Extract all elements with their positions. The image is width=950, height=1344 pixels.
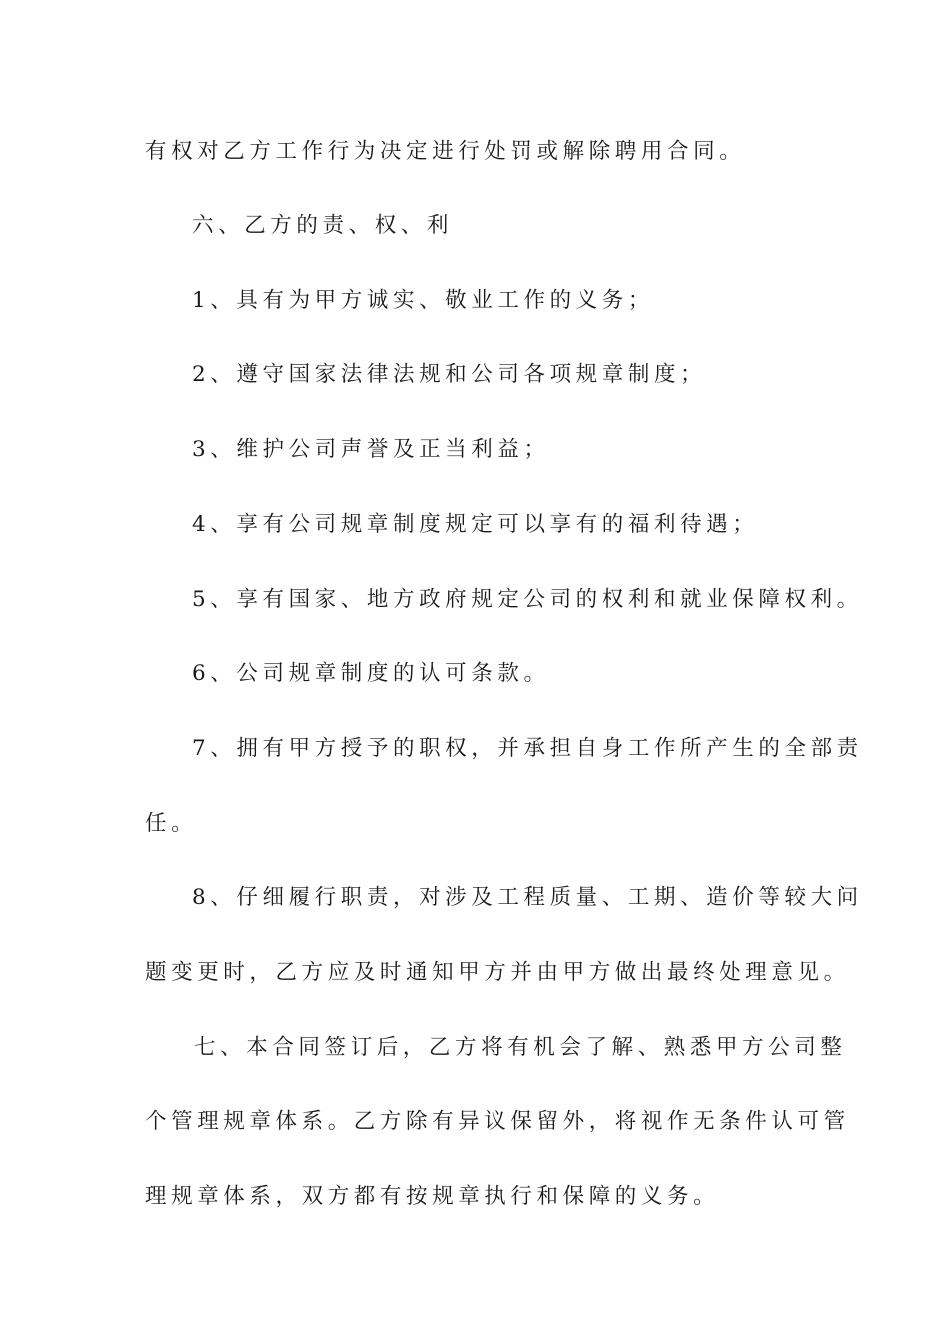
section-seven-line-1: 七、本合同签订后，乙方将有机会了解、熟悉甲方公司整 (194, 1035, 847, 1060)
section-seven-line-3: 理规章体系，双方都有按规章执行和保障的义务。 (145, 1184, 720, 1209)
list-item-1: 1、具有为甲方诚实、敬业工作的义务； (192, 288, 654, 313)
list-item-6: 6、公司规章制度的认可条款。 (192, 661, 550, 686)
list-item-7: 7、拥有甲方授予的职权，并承担自身工作所产生的全部责 (192, 736, 863, 761)
list-item-3: 3、维护公司声誉及正当利益； (192, 437, 550, 462)
list-item-4: 4、享有公司规章制度规定可以享有的福利待遇； (192, 512, 759, 537)
section-heading-six: 六、乙方的责、权、利 (192, 213, 454, 238)
list-item-2: 2、遵守国家法律法规和公司各项规章制度； (192, 362, 707, 387)
paragraph-line-1: 有权对乙方工作行为决定进行处罚或解除聘用合同。 (145, 139, 746, 164)
section-seven-line-2: 个管理规章体系。乙方除有异议保留外，将视作无条件认可管 (145, 1109, 850, 1134)
list-item-7-continued: 任。 (145, 811, 198, 836)
list-item-8-continued: 题变更时，乙方应及时通知甲方并由甲方做出最终处理意见。 (145, 960, 850, 985)
list-item-5: 5、享有国家、地方政府规定公司的权利和就业保障权利。 (192, 587, 863, 612)
list-item-8: 8、仔细履行职责，对涉及工程质量、工期、造价等较大问 (192, 885, 863, 910)
